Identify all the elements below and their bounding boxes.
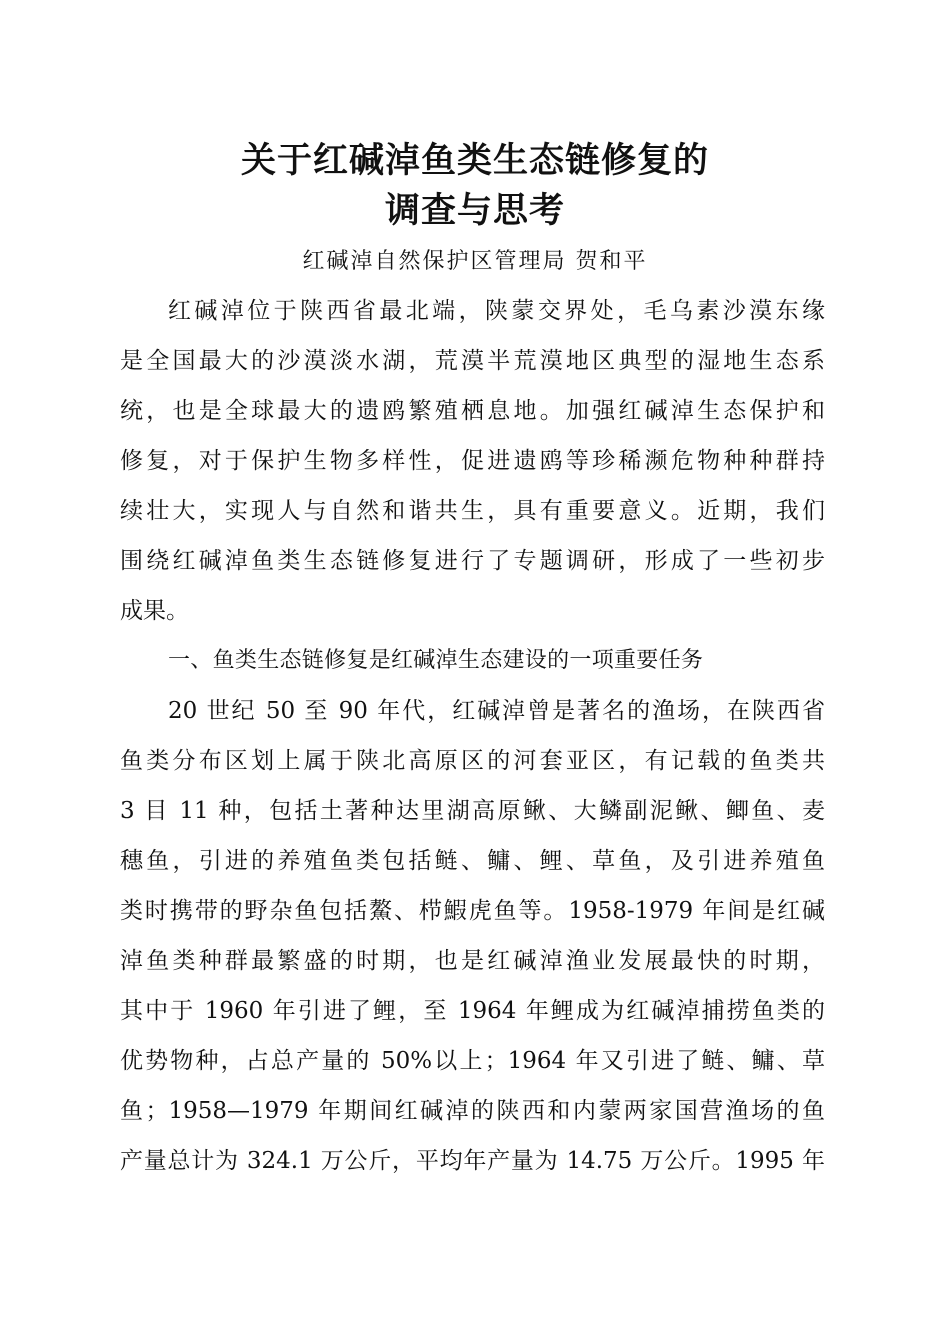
paragraph-2-line: 其中于 1960 年引进了鲤，至 1964 年鲤成为红碱淖捕捞鱼类的 [120, 998, 825, 1024]
paragraph-2-line: 3 目 11 种，包括土著种达里湖高原鳅、大鳞副泥鳅、鲫鱼、麦 [120, 798, 825, 824]
document-title-line-1: 关于红碱淖鱼类生态链修复的 [240, 140, 709, 181]
paragraph-1-line: 是全国最大的沙漠淡水湖，荒漠半荒漠地区典型的湿地生态系 [120, 348, 825, 374]
paragraph-1-line: 统，也是全球最大的遗鸥繁殖栖息地。加强红碱淖生态保护和 [120, 398, 825, 424]
paragraph-2-line: 鱼类分布区划上属于陕北高原区的河套亚区，有记载的鱼类共 [120, 748, 825, 774]
paragraph-1-line: 红碱淖位于陕西省最北端，陕蒙交界处，毛乌素沙漠东缘 [168, 298, 825, 324]
paragraph-2-line: 类时携带的野杂鱼包括鰲、栉鰕虎鱼等。1958-1979 年间是红碱 [120, 898, 825, 924]
paragraph-2-line: 优势物种，占总产量的 50%以上；1964 年又引进了鲢、鳙、草 [120, 1048, 825, 1074]
section-heading-1: 一、鱼类生态链修复是红碱淖生态建设的一项重要任务 [168, 648, 704, 673]
document-title-line-2: 调查与思考 [384, 190, 565, 231]
paragraph-2-line: 穗鱼，引进的养殖鱼类包括鲢、鳙、鲤、草鱼，及引进养殖鱼 [120, 848, 825, 874]
paragraph-1-line: 成果。 [120, 598, 189, 624]
author-line: 红碱淖自然保护区管理局 贺和平 [302, 249, 648, 274]
paragraph-1-line: 修复，对于保护生物多样性，促进遗鸥等珍稀濒危物种种群持 [120, 448, 825, 474]
paragraph-2-line: 20 世纪 50 至 90 年代，红碱淖曾是著名的渔场，在陕西省 [168, 698, 825, 724]
paragraph-2-line: 产量总计为 324.1 万公斤，平均年产量为 14.75 万公斤。1995 年 [120, 1148, 825, 1174]
paragraph-2-line: 鱼；1958—1979 年期间红碱淖的陕西和内蒙两家国营渔场的鱼 [120, 1098, 825, 1124]
paragraph-2-line: 淖鱼类种群最繁盛的时期，也是红碱淖渔业发展最快的时期， [120, 948, 825, 974]
paragraph-1-line: 围绕红碱淖鱼类生态链修复进行了专题调研，形成了一些初步 [120, 548, 825, 574]
paragraph-1-line: 续壮大，实现人与自然和谐共生，具有重要意义。近期，我们 [120, 498, 825, 524]
